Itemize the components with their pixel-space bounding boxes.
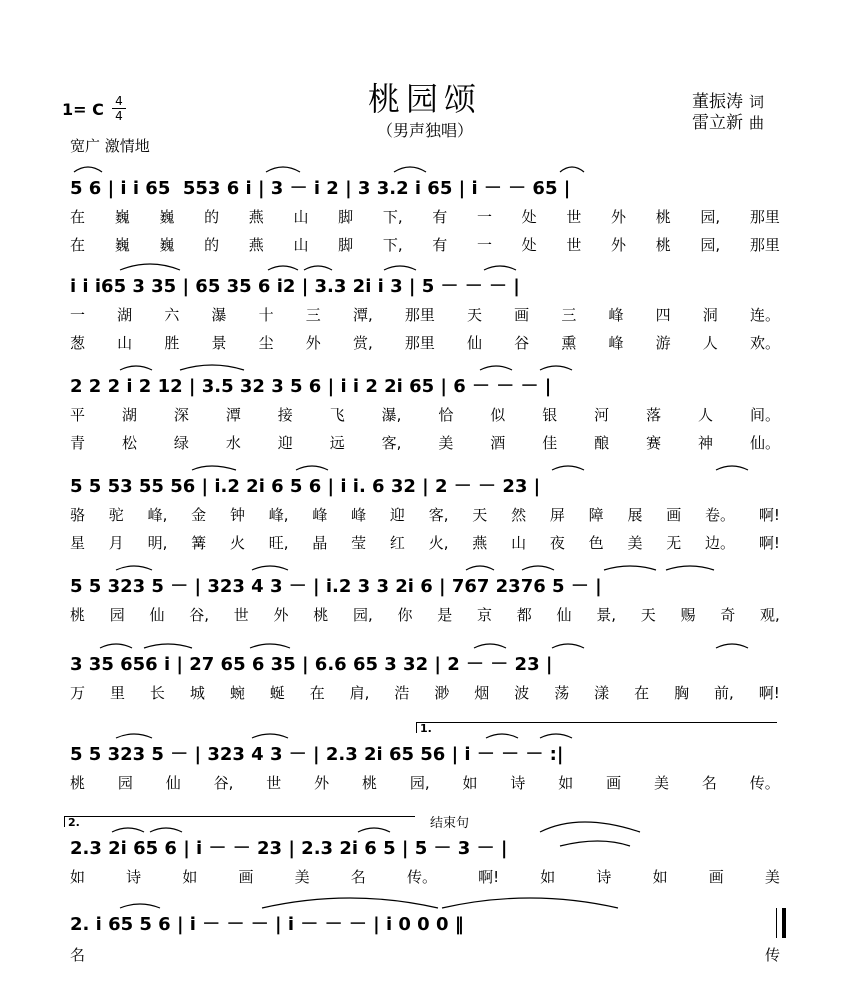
lyric-syllable: 仙 xyxy=(467,334,483,352)
lyric-syllable: 下, xyxy=(382,236,403,254)
lyric-syllable: 一 xyxy=(476,236,492,254)
tempo-marking: 宽广 激情地 xyxy=(70,137,150,155)
lyric-syllable: 赏, xyxy=(352,334,373,352)
lyric-syllable: 青 xyxy=(70,434,86,452)
lyric-syllable: 火, xyxy=(428,534,449,552)
lyric-syllable: 色 xyxy=(588,534,604,552)
lyric-syllable: 那里 xyxy=(749,236,780,254)
lyric-syllable: 园, xyxy=(700,236,721,254)
lyric-syllable: 湖 xyxy=(117,306,133,324)
volta-1-label: 1. xyxy=(420,722,432,735)
lyric-syllable: 园, xyxy=(409,774,430,792)
lyric-syllable: 世 xyxy=(266,774,282,792)
lyric-syllable: 外 xyxy=(314,774,330,792)
notation-line: 2.3 2i 65 6 | i － － 23 | 2.3 2i 6 5 | 5 － 3 － | xyxy=(70,838,508,859)
lyric-syllable: 仙 xyxy=(556,606,572,624)
lyric-syllable: 传。 xyxy=(406,868,437,886)
lyric-syllable: 在 xyxy=(309,684,325,702)
notation-line: 5 6 | i i 65 553 6 i | 3 － i 2 | 3 3.2 i 65 | i － － 65 | xyxy=(70,178,571,199)
lyric-syllable: 恰 xyxy=(438,406,454,424)
lyric-syllable: 一 xyxy=(70,306,86,324)
lyric-syllable: 无 xyxy=(666,534,682,552)
lyric-syllable: 谷, xyxy=(213,774,234,792)
time-signature-top: 4 xyxy=(115,94,123,108)
lyric-syllable: 迎 xyxy=(277,434,293,452)
lyric-syllable: 水 xyxy=(225,434,241,452)
lyric-syllable: 落 xyxy=(646,406,662,424)
lyric-syllable: 天 xyxy=(467,306,483,324)
lyricist-name: 董振涛 xyxy=(692,92,743,112)
lyric-syllable: 桃 xyxy=(70,774,86,792)
lyric-syllable: 河 xyxy=(594,406,610,424)
lyric-syllable: 处 xyxy=(521,236,537,254)
lyric-syllable: 游 xyxy=(655,334,671,352)
lyric-syllable: 巍 xyxy=(114,236,130,254)
lyric-syllable: 旺, xyxy=(268,534,289,552)
lyric-syllable: 在 xyxy=(70,236,86,254)
lyric-syllable: 的 xyxy=(204,208,220,226)
lyric-syllable: 似 xyxy=(490,406,506,424)
lyric-syllable: 脚 xyxy=(338,236,354,254)
lyric-syllable: 蜿 xyxy=(229,684,245,702)
lyric-syllable: 画 xyxy=(666,506,682,524)
notation-line: i i i65 3 35 | 65 35 6 i2 | 3.3 2i i 3 | 5 － － － | xyxy=(70,276,520,297)
lyric-syllable: 松 xyxy=(121,434,137,452)
lyric-syllable: 然 xyxy=(511,506,527,524)
lyric-syllable: 间。 xyxy=(749,406,780,424)
lyric-syllable: 燕 xyxy=(248,208,264,226)
lyric-syllable: 桃 xyxy=(70,606,86,624)
key-signature: 1= C xyxy=(62,100,104,119)
lyric-syllable: 深 xyxy=(173,406,189,424)
lyric-syllable: 天 xyxy=(640,606,656,624)
lyric-syllable: 京 xyxy=(477,606,493,624)
lyric-syllable: 火 xyxy=(229,534,245,552)
lyric-syllable: 外 xyxy=(305,334,321,352)
lyric-syllable: 湖 xyxy=(121,406,137,424)
lyric-syllable: 巍 xyxy=(114,208,130,226)
lyric-syllable: 如 xyxy=(540,868,556,886)
lyric-syllable: 谷, xyxy=(189,606,210,624)
lyric-syllable: 仙 xyxy=(165,774,181,792)
lyric-syllable: 明, xyxy=(147,534,168,552)
lyric-syllable: 山 xyxy=(293,208,309,226)
lyric-syllable: 荡 xyxy=(554,684,570,702)
notation-line: 5 5 53 55 56 | i.2 2i 6 5 6 | i i. 6 32 | 2 － － 23 | xyxy=(70,476,541,497)
lyric-syllable: 边。 xyxy=(705,534,736,552)
lyric-syllable: 如 xyxy=(652,868,668,886)
lyric-syllable: 酒 xyxy=(490,434,506,452)
lyric-syllable: 欢。 xyxy=(749,334,780,352)
final-barline-thick xyxy=(782,908,786,938)
lyric-syllable: 仙 xyxy=(149,606,165,624)
lyric-syllable: 外 xyxy=(611,236,627,254)
lyric-syllable: 在 xyxy=(634,684,650,702)
lyric-syllable: 那里 xyxy=(749,208,780,226)
lyric-syllable: 桃 xyxy=(313,606,329,624)
lyric-syllable: 那里 xyxy=(404,306,435,324)
lyric-syllable: 美 xyxy=(764,868,780,886)
lyric-syllable: 里 xyxy=(109,684,125,702)
lyric-syllable: 峰, xyxy=(268,506,289,524)
lyric-syllable: 蜒 xyxy=(269,684,285,702)
lyric-syllable: 处 xyxy=(521,208,537,226)
lyric-syllable: 诗 xyxy=(510,774,526,792)
lyric-syllable: 燕 xyxy=(248,236,264,254)
lyric-syllable: 如 xyxy=(70,868,86,886)
lyric-syllable: 名 xyxy=(701,774,717,792)
lyric-syllable: 银 xyxy=(542,406,558,424)
lyric-syllable: 名 xyxy=(70,946,86,964)
lyric-syllable: 驼 xyxy=(108,506,124,524)
lyric-syllable: 画 xyxy=(708,868,724,886)
lyric-syllable: 峰, xyxy=(147,506,168,524)
lyric-syllable: 六 xyxy=(164,306,180,324)
lyric-syllable: 啊! xyxy=(758,534,780,552)
lyric-syllable: 瀑 xyxy=(211,306,227,324)
lyric-syllable: 仙。 xyxy=(749,434,780,452)
lyric-syllable: 胜 xyxy=(164,334,180,352)
composer-role: 曲 xyxy=(749,114,765,132)
lyric-syllable: 渺 xyxy=(434,684,450,702)
lyric-syllable: 在 xyxy=(70,208,86,226)
lyric-syllable: 漾 xyxy=(594,684,610,702)
lyric-syllable: 钟 xyxy=(229,506,245,524)
lyric-syllable: 莹 xyxy=(351,534,367,552)
lyric-syllable: 景, xyxy=(596,606,617,624)
lyric-syllable: 人 xyxy=(698,406,714,424)
lyric-syllable: 外 xyxy=(273,606,289,624)
lyric-syllable: 障 xyxy=(588,506,604,524)
lyric-syllable: 园, xyxy=(353,606,373,624)
lyric-syllable: 尘 xyxy=(258,334,274,352)
lyric-syllable: 城 xyxy=(189,684,205,702)
lyric-syllable: 潭, xyxy=(352,306,373,324)
lyric-syllable: 客, xyxy=(381,434,402,452)
notation-line: 5 5 323 5 － | 323 4 3 － | i.2 3 3 2i 6 | 767 2376 5 － | xyxy=(70,576,602,597)
lyric-syllable: 展 xyxy=(627,506,643,524)
lyric-syllable: 平 xyxy=(70,406,86,424)
final-barline-thin xyxy=(776,908,777,938)
lyric-syllable: 诗 xyxy=(596,868,612,886)
lyric-syllable: 接 xyxy=(277,406,293,424)
lyric-syllable: 红 xyxy=(389,534,405,552)
song-subtitle: （男声独唱） xyxy=(376,121,473,140)
lyric-syllable: 波 xyxy=(514,684,530,702)
lyric-syllable: 三 xyxy=(561,306,577,324)
lyric-syllable: 桃 xyxy=(655,236,671,254)
lyric-syllable: 画 xyxy=(514,306,530,324)
notation-line: 2. i 65 5 6 | i － － － | i － － － | i 0 0 0 ‖ xyxy=(70,914,464,935)
lyric-syllable: 巍 xyxy=(159,208,175,226)
lyric-syllable: 长 xyxy=(149,684,165,702)
lyric-syllable: 夜 xyxy=(549,534,565,552)
lyric-syllable: 景 xyxy=(211,334,227,352)
lyric-syllable: 画 xyxy=(238,868,254,886)
lyric-syllable: 如 xyxy=(182,868,198,886)
lyric-syllable: 前, xyxy=(714,684,734,702)
lyric-syllable: 熏 xyxy=(561,334,577,352)
lyric-syllable: 世 xyxy=(233,606,249,624)
lyric-syllable: 金 xyxy=(191,506,207,524)
lyric-syllable: 传。 xyxy=(749,774,780,792)
lyric-syllable: 传 xyxy=(764,946,780,964)
lyric-syllable: 洞 xyxy=(702,306,718,324)
lyric-syllable: 的 xyxy=(204,236,220,254)
lyric-syllable: 屏 xyxy=(549,506,565,524)
song-title: 桃园颂 xyxy=(367,80,482,118)
lyric-syllable: 月 xyxy=(108,534,124,552)
lyric-syllable: 一 xyxy=(476,208,492,226)
lyric-syllable: 卷。 xyxy=(705,506,736,524)
lyric-syllable: 潭 xyxy=(225,406,241,424)
lyric-syllable: 园 xyxy=(117,774,133,792)
lyric-syllable: 巍 xyxy=(159,236,175,254)
lyric-syllable: 有 xyxy=(432,236,448,254)
lyric-syllable: 骆 xyxy=(70,506,86,524)
lyric-syllable: 山 xyxy=(293,236,309,254)
ending-phrase-label: 结束句 xyxy=(430,816,470,831)
lyric-syllable: 啊! xyxy=(758,506,780,524)
lyric-syllable: 绿 xyxy=(173,434,189,452)
lyric-syllable: 篝 xyxy=(191,534,207,552)
lyric-syllable: 山 xyxy=(511,534,527,552)
lyric-syllable: 你 xyxy=(397,606,413,624)
lyric-syllable: 如 xyxy=(462,774,478,792)
lyric-syllable: 星 xyxy=(70,534,86,552)
lyric-syllable: 都 xyxy=(516,606,532,624)
lyric-syllable: 世 xyxy=(566,208,582,226)
composer-name: 雷立新 xyxy=(692,113,743,133)
lyric-syllable: 桃 xyxy=(655,208,671,226)
lyric-syllable: 佳 xyxy=(542,434,558,452)
notation-line: 3 35 656 i | 27 65 6 35 | 6.6 65 3 32 | 2 － － 23 | xyxy=(70,654,553,675)
lyric-syllable: 浩 xyxy=(394,684,410,702)
lyric-syllable: 峰 xyxy=(608,334,624,352)
lyric-syllable: 晶 xyxy=(312,534,328,552)
lyric-syllable: 桃 xyxy=(362,774,378,792)
lyric-syllable: 观, xyxy=(760,606,780,624)
lyric-syllable: 脚 xyxy=(338,208,354,226)
lyric-syllable: 瀑, xyxy=(381,406,402,424)
lyric-syllable: 画 xyxy=(606,774,622,792)
lyric-syllable: 园 xyxy=(109,606,125,624)
lyric-syllable: 峰 xyxy=(351,506,367,524)
time-signature-bottom: 4 xyxy=(112,108,126,123)
lyric-syllable: 啊! xyxy=(478,868,500,886)
lyric-syllable: 迎 xyxy=(389,506,405,524)
lyric-syllable: 连。 xyxy=(749,306,780,324)
lyric-syllable: 酿 xyxy=(594,434,610,452)
notation-line: 5 5 323 5 － | 323 4 3 － | 2.3 2i 65 56 | i － － － :| xyxy=(70,744,564,765)
lyric-syllable: 天 xyxy=(472,506,488,524)
lyric-syllable: 赐 xyxy=(680,606,696,624)
lyric-syllable: 奇 xyxy=(720,606,736,624)
volta-2-label: 2. xyxy=(68,816,80,829)
lyric-syllable: 园, xyxy=(700,208,721,226)
lyricist-role: 词 xyxy=(749,93,765,111)
lyric-syllable: 赛 xyxy=(646,434,662,452)
lyric-syllable: 美 xyxy=(627,534,643,552)
lyric-syllable: 燕 xyxy=(472,534,488,552)
lyric-syllable: 诗 xyxy=(126,868,142,886)
lyric-syllable: 胸 xyxy=(674,684,690,702)
lyric-syllable: 峰 xyxy=(312,506,328,524)
lyric-syllable: 啊! xyxy=(758,684,780,702)
lyric-syllable: 十 xyxy=(258,306,274,324)
lyric-syllable: 峰 xyxy=(608,306,624,324)
lyric-syllable: 下, xyxy=(382,208,403,226)
lyric-syllable: 人 xyxy=(702,334,718,352)
lyric-syllable: 远 xyxy=(329,434,345,452)
lyric-syllable: 烟 xyxy=(474,684,490,702)
lyric-syllable: 肩, xyxy=(349,684,370,702)
lyric-syllable: 山 xyxy=(117,334,133,352)
lyric-syllable: 美 xyxy=(654,774,670,792)
lyric-syllable: 万 xyxy=(70,684,86,702)
lyric-syllable: 世 xyxy=(566,236,582,254)
lyric-syllable: 三 xyxy=(305,306,321,324)
lyric-syllable: 美 xyxy=(438,434,454,452)
lyric-syllable: 谷 xyxy=(514,334,530,352)
lyric-syllable: 飞 xyxy=(329,406,345,424)
lyric-syllable: 如 xyxy=(558,774,574,792)
notation-line: 2 2 2 i 2 12 | 3.5 32 3 5 6 | i i 2 2i 65 | 6 － － － | xyxy=(70,376,552,397)
lyric-syllable: 客, xyxy=(428,506,449,524)
lyric-syllable: 神 xyxy=(698,434,714,452)
lyric-syllable: 名 xyxy=(350,868,366,886)
lyric-syllable: 四 xyxy=(655,306,671,324)
lyric-syllable: 外 xyxy=(611,208,627,226)
lyric-syllable: 有 xyxy=(432,208,448,226)
lyric-syllable: 葱 xyxy=(70,334,86,352)
lyric-syllable: 是 xyxy=(437,606,453,624)
lyric-syllable: 那里 xyxy=(404,334,435,352)
lyric-syllable: 美 xyxy=(294,868,310,886)
